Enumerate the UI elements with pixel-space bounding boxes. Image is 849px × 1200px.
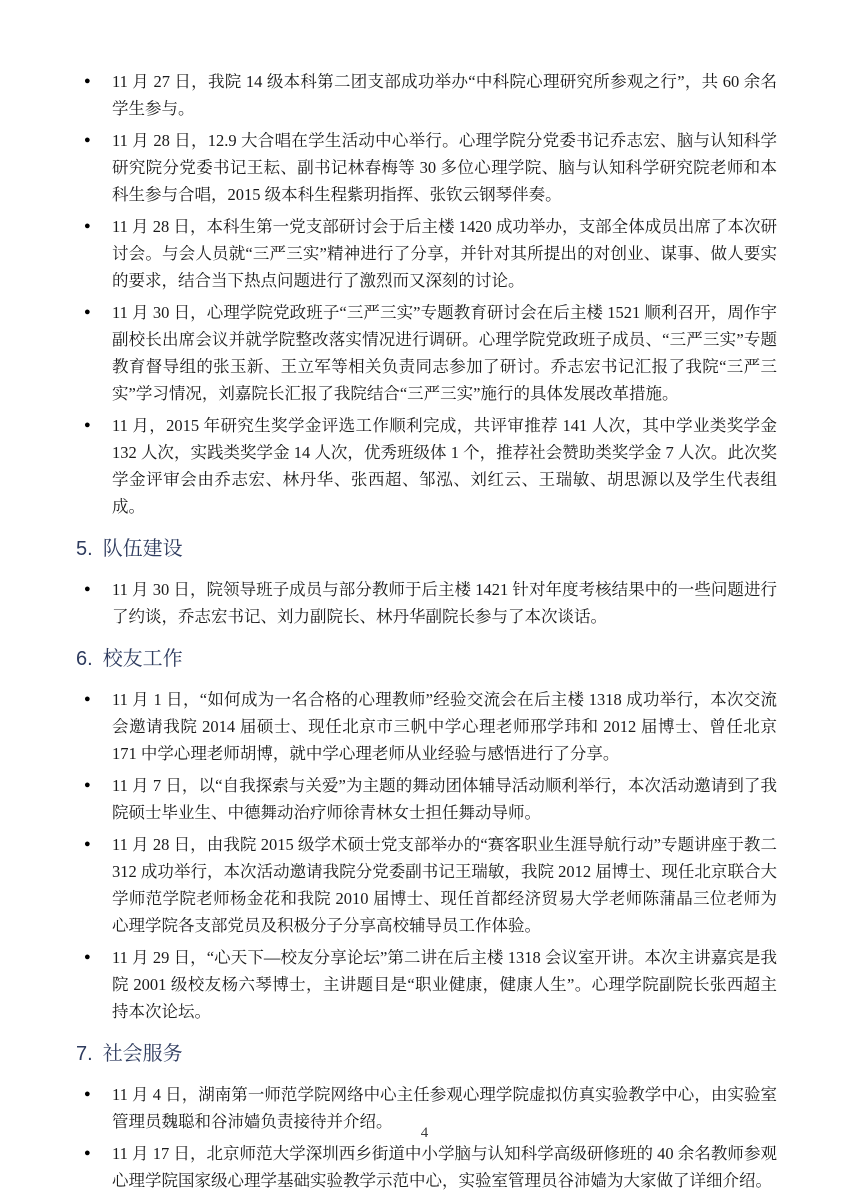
heading-number: 6.	[76, 648, 93, 670]
list-item	[72, 576, 777, 630]
bullet-icon: ●	[84, 306, 91, 318]
section-social-service	[72, 1041, 777, 1194]
bullet-text: 11 月 30 日，院领导班子成员与部分教师于后主楼 1421 针对年度考核结果中的一些问题进行了约谈，乔志宏书记、刘力副院长、林丹华副院长参与了本次谈话。	[112, 580, 777, 626]
section-alumni-work	[72, 646, 777, 1025]
section-heading-6	[76, 646, 777, 672]
bullet-icon: ●	[84, 220, 91, 232]
heading-title: 社会服务	[102, 1043, 183, 1065]
bullet-icon: ●	[84, 693, 91, 705]
heading-title: 校友工作	[102, 648, 183, 670]
bullet-text: 11 月 28 日，由我院 2015 级学术硕士党支部举办的“赛客职业生涯导航行动”专题讲座于教二 312 成功举行，本次活动邀请我院分党委副书记王瑞敏，我院 2012 届博士、现任北京联合大学师范学院老师杨金花和我院 2010 届博士、现任首都经济贸易大学老师陈蒲晶三位老师为心理学院各支部党员及积极分子分享高校辅导员工作体验。	[112, 835, 777, 935]
bullet-text: 11 月 4 日，湖南第一师范学院网络中心主任参观心理学院虚拟仿真实验教学中心，由实验室管理员魏聪和谷沛嫱负责接待并介绍。	[112, 1085, 777, 1131]
list-item	[72, 412, 777, 520]
list-item	[72, 127, 777, 208]
bullet-icon: ●	[84, 951, 91, 963]
section-heading-7	[76, 1041, 777, 1067]
heading-number: 7.	[76, 1043, 93, 1065]
list-item	[72, 831, 777, 939]
bullet-text: 11 月 28 日，12.9 大合唱在学生活动中心举行。心理学院分党委书记乔志宏、脑与认知科学研究院分党委书记王耘、副书记林春梅等 30 多位心理学院、脑与认知科学研究院老师和本科生参与合唱，2015 级本科生程紫玥指挥、张钦云钢琴伴奏。	[112, 131, 777, 204]
section-heading-5	[76, 536, 777, 562]
bullet-icon: ●	[84, 1147, 91, 1159]
bullet-icon: ●	[84, 838, 91, 850]
section-continued	[72, 68, 777, 520]
bullet-text: 11 月 1 日，“如何成为一名合格的心理教师”经验交流会在后主楼 1318 成功举行，本次交流会邀请我院 2014 届硕士、现任北京市三帆中学心理老师邢学玮和 2012 届博士、曾任北京 171 中学心理老师胡博，就中学心理老师从业经验与感悟进行了分享。	[112, 690, 777, 763]
bullet-icon: ●	[84, 134, 91, 146]
page-number: 4	[420, 1125, 429, 1141]
list-item	[72, 1140, 777, 1194]
heading-number: 5.	[76, 538, 93, 560]
bullet-icon: ●	[84, 1088, 91, 1100]
bullet-icon: ●	[84, 583, 91, 595]
bullet-text: 11 月，2015 年研究生奖学金评选工作顺利完成，共评审推荐 141 人次，其中学业类奖学金 132 人次，实践类奖学金 14 人次，优秀班级体 1 个，推荐社会赞助类奖学金 7 人次。此次奖学金评审会由乔志宏、林丹华、张西超、邹泓、刘红云、王瑞敏、胡思源以及学生代表组成。	[112, 416, 777, 516]
bullet-text: 11 月 28 日，本科生第一党支部研讨会于后主楼 1420 成功举办，支部全体成员出席了本次研讨会。与会人员就“三严三实”精神进行了分享，并针对其所提出的对创业、谋事、做人要实的要求，结合当下热点问题进行了激烈而又深刻的讨论。	[112, 217, 777, 290]
list-item	[72, 213, 777, 294]
list-item	[72, 299, 777, 407]
bullet-text: 11 月 7 日，以“自我探索与关爱”为主题的舞动团体辅导活动顺利举行，本次活动邀请到了我院硕士毕业生、中德舞动治疗师徐青林女士担任舞动导师。	[112, 776, 777, 822]
list-item	[72, 686, 777, 767]
bullet-icon: ●	[84, 75, 91, 87]
list-item	[72, 772, 777, 826]
heading-title: 队伍建设	[102, 538, 183, 560]
list-item	[72, 68, 777, 122]
section-team-building	[72, 536, 777, 630]
bullet-icon: ●	[84, 419, 91, 431]
bullet-text: 11 月 30 日，心理学院党政班子“三严三实”专题教育研讨会在后主楼 1521 顺利召开，周作宇副校长出席会议并就学院整改落实情况进行调研。心理学院党政班子成员、“三严三实”专题教育督导组的张玉新、王立军等相关负责同志参加了研讨。乔志宏书记汇报了我院“三严三实”学习情况，刘嘉院长汇报了我院结合“三严三实”施行的具体发展改革措施。	[112, 303, 777, 403]
bullet-text: 11 月 29 日，“心天下—校友分享论坛”第二讲在后主楼 1318 会议室开讲。本次主讲嘉宾是我院 2001 级校友杨六琴博士，主讲题目是“职业健康，健康人生”。心理学院副院长张西超主持本次论坛。	[112, 948, 777, 1021]
list-item	[72, 944, 777, 1025]
bullet-text: 11 月 27 日，我院 14 级本科第二团支部成功举办“中科院心理研究所参观之行”，共 60 余名学生参与。	[112, 72, 777, 118]
bullet-icon: ●	[84, 779, 91, 791]
bullet-text: 11 月 17 日，北京师范大学深圳西乡街道中小学脑与认知科学高级研修班的 40 余名教师参观心理学院国家级心理学基础实验教学示范中心，实验室管理员谷沛嫱为大家做了详细介绍。	[112, 1144, 777, 1190]
